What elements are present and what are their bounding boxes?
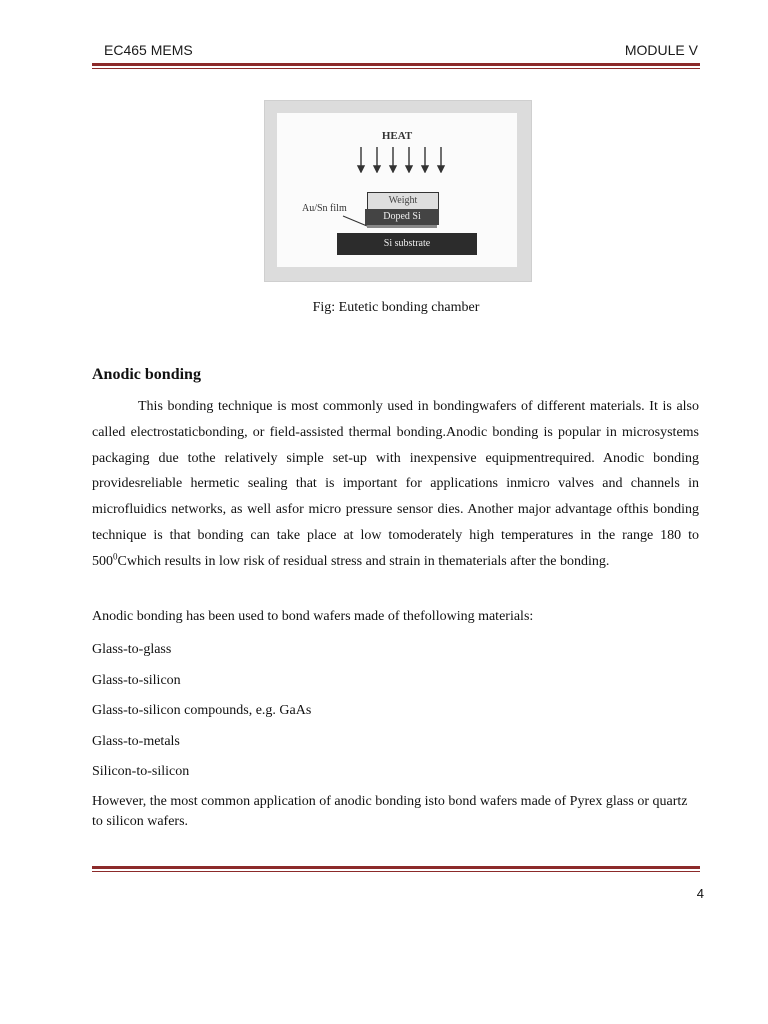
list-item: Glass-to-silicon compounds, e.g. GaAs <box>92 703 312 718</box>
paragraph-intro <box>92 394 699 575</box>
footer-rule <box>92 866 700 872</box>
materials-list <box>92 640 699 793</box>
list-item: Glass-to-metals <box>92 733 180 749</box>
list-item: Silicon-to-silicon <box>92 764 190 779</box>
paragraph-conclusion: However, the most common application of anodic bonding isto bond wafers made of Pyrex glass or quartz to silicon wafers. <box>92 794 688 829</box>
paragraph-materials-intro: Anodic bonding has been used to bond wafers made of thefollowing materials: <box>92 609 534 624</box>
figure-doped-si-layer: Doped Si <box>365 209 439 225</box>
header-course: EC465 MEMS <box>104 42 193 58</box>
list-item: Glass-to-glass <box>92 642 172 657</box>
page-header <box>92 42 700 62</box>
figure-heat-label: HEAT <box>381 130 413 142</box>
header-module: MODULE V <box>624 42 698 58</box>
figure-substrate-layer: Si substrate <box>337 233 477 255</box>
figure-weight-block: Weight <box>367 192 439 210</box>
figure-caption: Fig: Eutetic bonding chamber <box>312 300 480 315</box>
page-number: 4 <box>696 886 704 901</box>
figure-drawing <box>277 113 517 267</box>
eutectic-bonding-figure <box>264 100 532 282</box>
degree-superscript: 0 <box>113 551 118 562</box>
section-heading: Anodic bonding <box>92 366 201 383</box>
paragraph-intro-text-end: Cwhich results in low risk of residual stress and strain in thematerials after the bonding. <box>117 553 610 569</box>
list-item: Glass-to-silicon <box>92 672 181 688</box>
figure-film-label: Au/Sn film <box>302 203 347 214</box>
paragraph-intro-text: This bonding technique is most commonly used in bondingwafers of different materials. It is also called electrostaticbonding, or field-assisted thermal bonding.Anodic bonding is popular in microsystems packaging due tothe relatively simple set-up with inexpensive equipmentrequired. Anodic bonding providesreliable hermetic sealing that is important for applications inmicro valves and channels in microfluidics networks, as well asfor micro pressure sensor dies. Another major advantage ofthis bonding technique is that bonding can take place at low tomoderately high temperatures in the range 180 to 500 <box>92 399 699 569</box>
film-pointer-line <box>277 113 517 267</box>
header-rule <box>92 63 700 69</box>
